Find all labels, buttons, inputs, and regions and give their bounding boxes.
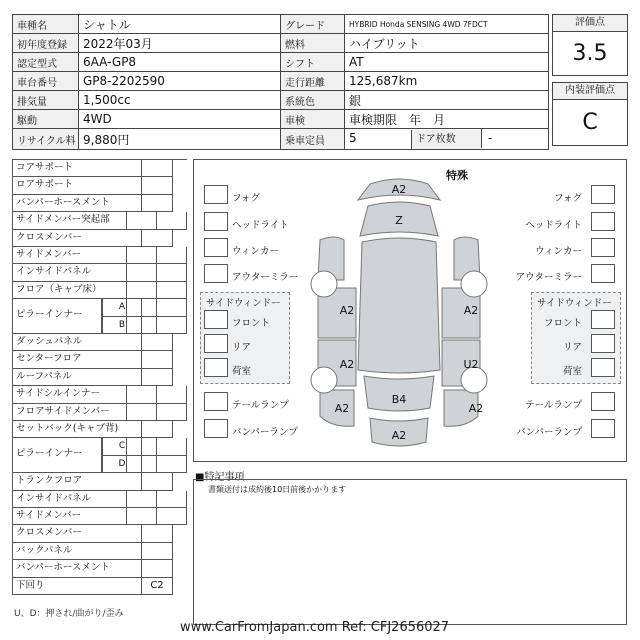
pillar-sub-label: C bbox=[102, 438, 142, 455]
spec-row bbox=[13, 53, 549, 72]
wheel-front-right bbox=[461, 271, 487, 297]
left-sw-cargo-label: 荷室 bbox=[232, 366, 252, 377]
frame-part-row bbox=[12, 473, 187, 490]
mark-rear-left-door: A2 bbox=[339, 358, 355, 371]
left-sw-front-label: フロント bbox=[232, 318, 271, 329]
spec-value: GP8-2202590 bbox=[79, 72, 281, 91]
frame-part-cell bbox=[141, 525, 173, 542]
wheel-front-left bbox=[311, 271, 337, 297]
spec-label: 系統色 bbox=[281, 91, 345, 110]
frame-part-row bbox=[12, 578, 187, 595]
spec-label: 駆動 bbox=[13, 110, 79, 129]
spec-value: 1,500cc bbox=[79, 91, 281, 110]
frame-part-name: コアサポート bbox=[12, 160, 142, 177]
frame-part-row bbox=[12, 177, 187, 194]
frame-part-row bbox=[12, 160, 187, 177]
spec-row bbox=[13, 72, 549, 91]
frame-part-row bbox=[12, 491, 187, 508]
frame-part-cell-right bbox=[156, 386, 187, 403]
right-bumper-lamp-label: バンパーランプ bbox=[516, 427, 582, 438]
spec-label: 排気量 bbox=[13, 91, 79, 110]
score-box bbox=[552, 14, 628, 76]
left-bumper-lamp-label: バンパーランプ bbox=[232, 427, 298, 438]
mark-rear-bumper: A2 bbox=[391, 429, 407, 442]
spec-label: 乗車定員 bbox=[281, 129, 345, 150]
frame-part-row bbox=[12, 351, 187, 368]
frame-part-cell-left bbox=[126, 299, 157, 316]
right-sw-front-label: フロント bbox=[543, 318, 582, 329]
right-sw-cargo-label: 荷室 bbox=[562, 366, 582, 377]
spec-value: シャトル bbox=[79, 15, 281, 34]
frame-part-cell-right bbox=[156, 299, 187, 316]
frame-part-cell bbox=[141, 160, 173, 177]
spec-row bbox=[13, 110, 549, 129]
left-side-window-title: サイドウィンドー bbox=[206, 298, 281, 309]
right-sw-rear-label: リア bbox=[562, 342, 582, 353]
frame-part-name: トランクフロア bbox=[12, 473, 142, 490]
spec-value: 車検期限 年 月 bbox=[345, 110, 549, 129]
pillar-sub-label: B bbox=[102, 317, 142, 334]
frame-part-name: センターフロア bbox=[12, 351, 142, 368]
frame-part-cell bbox=[141, 177, 173, 194]
seat-count: 5 bbox=[349, 131, 357, 145]
spec-row bbox=[13, 34, 549, 53]
frame-part-row bbox=[12, 369, 187, 386]
frame-part-name: 下回り bbox=[12, 578, 142, 595]
footer-watermark: www.CarFromJapan.com Ref: CFJ2656027 bbox=[180, 620, 450, 635]
spec-value-seats bbox=[345, 129, 549, 150]
frame-part-cell bbox=[141, 195, 173, 212]
left-sw-rear-label: リア bbox=[232, 342, 252, 353]
frame-part-cell-right bbox=[156, 438, 187, 455]
notes-box bbox=[193, 479, 627, 625]
spec-label: 車種名 bbox=[13, 15, 79, 34]
frame-part-cell-left bbox=[126, 317, 157, 334]
spec-row bbox=[13, 129, 549, 150]
mark-rear-right-door: U2 bbox=[463, 358, 479, 371]
spec-value: ハイブリット bbox=[345, 34, 549, 53]
interior-score-box bbox=[552, 82, 628, 146]
frame-part-cell bbox=[141, 369, 173, 386]
interior-score-label: 内装評価点 bbox=[553, 83, 627, 100]
spec-table bbox=[12, 14, 549, 150]
frame-part-cell bbox=[141, 473, 173, 490]
frame-part-cell bbox=[141, 351, 173, 368]
interior-score-value: C bbox=[582, 110, 598, 135]
spec-label: 車台番号 bbox=[13, 72, 79, 91]
frame-part-name: ルーフパネル bbox=[12, 369, 142, 386]
frame-part-cell-right bbox=[156, 508, 187, 525]
left-mirror-label: アウターミラー bbox=[232, 272, 299, 283]
frame-part-row bbox=[12, 230, 187, 247]
frame-parts-list bbox=[12, 159, 187, 596]
frame-part-row bbox=[12, 421, 187, 438]
spec-row bbox=[13, 15, 549, 34]
spec-label: 走行距離 bbox=[281, 72, 345, 91]
frame-part-cell-right bbox=[156, 491, 187, 508]
spec-value: HYBRID Honda SENSING 4WD 7FDCT bbox=[345, 15, 549, 34]
frame-part-name: バンパーホースメント bbox=[12, 195, 142, 212]
frame-part-row bbox=[12, 386, 187, 403]
right-headlight-label: ヘッドライト bbox=[525, 220, 582, 231]
frame-part-cell-left bbox=[126, 404, 157, 421]
score-value: 3.5 bbox=[572, 41, 608, 66]
frame-part-cell-left bbox=[126, 264, 157, 281]
spec-value: 6AA-GP8 bbox=[79, 53, 281, 72]
spec-label: シフト bbox=[281, 53, 345, 72]
right-mirror-label: アウターミラー bbox=[515, 272, 582, 283]
frame-part-cell: C2 bbox=[141, 578, 173, 595]
spec-label: 認定型式 bbox=[13, 53, 79, 72]
frame-part-cell-left bbox=[126, 247, 157, 264]
pillar-sub-label: D bbox=[102, 456, 142, 473]
spec-value: AT bbox=[345, 53, 549, 72]
frame-part-cell bbox=[141, 230, 173, 247]
left-headlight-label: ヘッドライト bbox=[232, 220, 289, 231]
frame-part-cell bbox=[141, 560, 173, 577]
frame-part-row bbox=[12, 525, 187, 542]
frame-part-name: ピラーインナー bbox=[12, 438, 102, 473]
spec-row bbox=[13, 91, 549, 110]
spec-label: 車検 bbox=[281, 110, 345, 129]
spec-label: グレード bbox=[281, 15, 345, 34]
frame-part-row bbox=[12, 299, 187, 321]
frame-part-cell-right bbox=[156, 404, 187, 421]
right-side-window-title: サイドウィンドー bbox=[537, 298, 612, 309]
frame-part-name: バンパーホースメント bbox=[12, 560, 142, 577]
left-winker-label: ウィンカー bbox=[232, 246, 279, 257]
frame-part-cell bbox=[141, 543, 173, 560]
right-winker-label: ウィンカー bbox=[535, 246, 582, 257]
score-label: 評価点 bbox=[553, 15, 627, 32]
frame-part-row bbox=[12, 282, 187, 299]
pillar-sub-label: A bbox=[102, 299, 142, 316]
door-label: ドア枚数 bbox=[411, 130, 481, 149]
frame-part-cell-right bbox=[156, 317, 187, 334]
mark-trunk: B4 bbox=[391, 393, 407, 406]
car-top-view bbox=[194, 160, 628, 463]
frame-part-cell-right bbox=[156, 247, 187, 264]
right-tail-lamp-label: テールランプ bbox=[525, 400, 582, 411]
frame-part-cell-left bbox=[126, 212, 157, 229]
car-roof bbox=[358, 238, 440, 373]
frame-part-row bbox=[12, 560, 187, 577]
left-fog-label: フォグ bbox=[232, 193, 261, 204]
frame-part-name: サイドメンバー bbox=[12, 247, 127, 264]
frame-part-cell bbox=[141, 334, 173, 351]
frame-part-cell-left bbox=[126, 282, 157, 299]
frame-part-cell-right bbox=[156, 456, 187, 473]
mark-windshield: Z bbox=[395, 214, 403, 227]
door-value: - bbox=[481, 129, 492, 148]
spec-value: 2022年03月 bbox=[79, 34, 281, 53]
spec-label: リサイクル料 bbox=[13, 129, 79, 150]
frame-part-cell-left bbox=[126, 456, 157, 473]
frame-part-cell-left bbox=[126, 438, 157, 455]
frame-part-name: インサイドパネル bbox=[12, 491, 127, 508]
mark-right-quarter: A2 bbox=[468, 402, 484, 415]
right-fog-label: フォグ bbox=[553, 193, 582, 204]
frame-part-row bbox=[12, 334, 187, 351]
frame-part-row bbox=[12, 212, 187, 229]
spec-value: 4WD bbox=[79, 110, 281, 129]
wheel-rear-left bbox=[311, 367, 337, 393]
frame-part-name: フロアサイドメンバー bbox=[12, 404, 127, 421]
frame-part-name: クロスメンバー bbox=[12, 525, 142, 542]
frame-part-name: セットバック(キャブ背) bbox=[12, 421, 142, 438]
frame-part-name: ピラーインナー bbox=[12, 299, 102, 334]
mark-front-left: A2 bbox=[339, 304, 355, 317]
frame-part-row bbox=[12, 195, 187, 212]
body-diagram bbox=[193, 159, 627, 462]
frame-part-name: サイドメンバー突起部 bbox=[12, 212, 127, 229]
frame-part-name: サイドシルインナー bbox=[12, 386, 127, 403]
frame-part-cell-right bbox=[156, 264, 187, 281]
spec-value: 銀 bbox=[345, 91, 549, 110]
frame-part-row bbox=[12, 508, 187, 525]
frame-part-row bbox=[12, 264, 187, 281]
frame-part-cell-right bbox=[156, 282, 187, 299]
notes-text: 書類送付は成約後10日前後かかります bbox=[208, 485, 347, 494]
frame-part-cell bbox=[141, 421, 173, 438]
frame-part-row bbox=[12, 317, 187, 334]
spec-label: 初年度登録 bbox=[13, 34, 79, 53]
frame-part-name: フロア（キャブ床） bbox=[12, 282, 127, 299]
frame-part-name: サイドメンバー bbox=[12, 508, 127, 525]
frame-part-cell-right bbox=[156, 212, 187, 229]
frame-part-cell-left bbox=[126, 491, 157, 508]
frame-part-name: ロアサポート bbox=[12, 177, 142, 194]
frame-part-row bbox=[12, 543, 187, 560]
frame-part-row bbox=[12, 404, 187, 421]
frame-part-name: クロスメンバー bbox=[12, 230, 142, 247]
spec-value: 125,687km bbox=[345, 72, 549, 91]
spec-value: 9,880円 bbox=[79, 129, 281, 150]
frame-part-row bbox=[12, 456, 187, 473]
frame-part-cell-left bbox=[126, 508, 157, 525]
frame-part-name: インサイドパネル bbox=[12, 264, 127, 281]
left-tail-lamp-label: テールランプ bbox=[232, 400, 289, 411]
special-title: 特殊 bbox=[446, 169, 468, 182]
mark-hood: A2 bbox=[391, 183, 407, 196]
frame-part-name: バックパネル bbox=[12, 543, 142, 560]
mark-front-right: A2 bbox=[463, 304, 479, 317]
spec-label: 燃料 bbox=[281, 34, 345, 53]
frame-part-row bbox=[12, 438, 187, 460]
frame-part-cell-left bbox=[126, 386, 157, 403]
legend-text: U、D：押され/曲がり/歪み bbox=[14, 609, 124, 619]
mark-left-quarter: A2 bbox=[334, 402, 350, 415]
frame-part-name: ダッシュパネル bbox=[12, 334, 142, 351]
frame-part-row bbox=[12, 247, 187, 264]
notes-title: ■特記事項 bbox=[195, 472, 245, 483]
